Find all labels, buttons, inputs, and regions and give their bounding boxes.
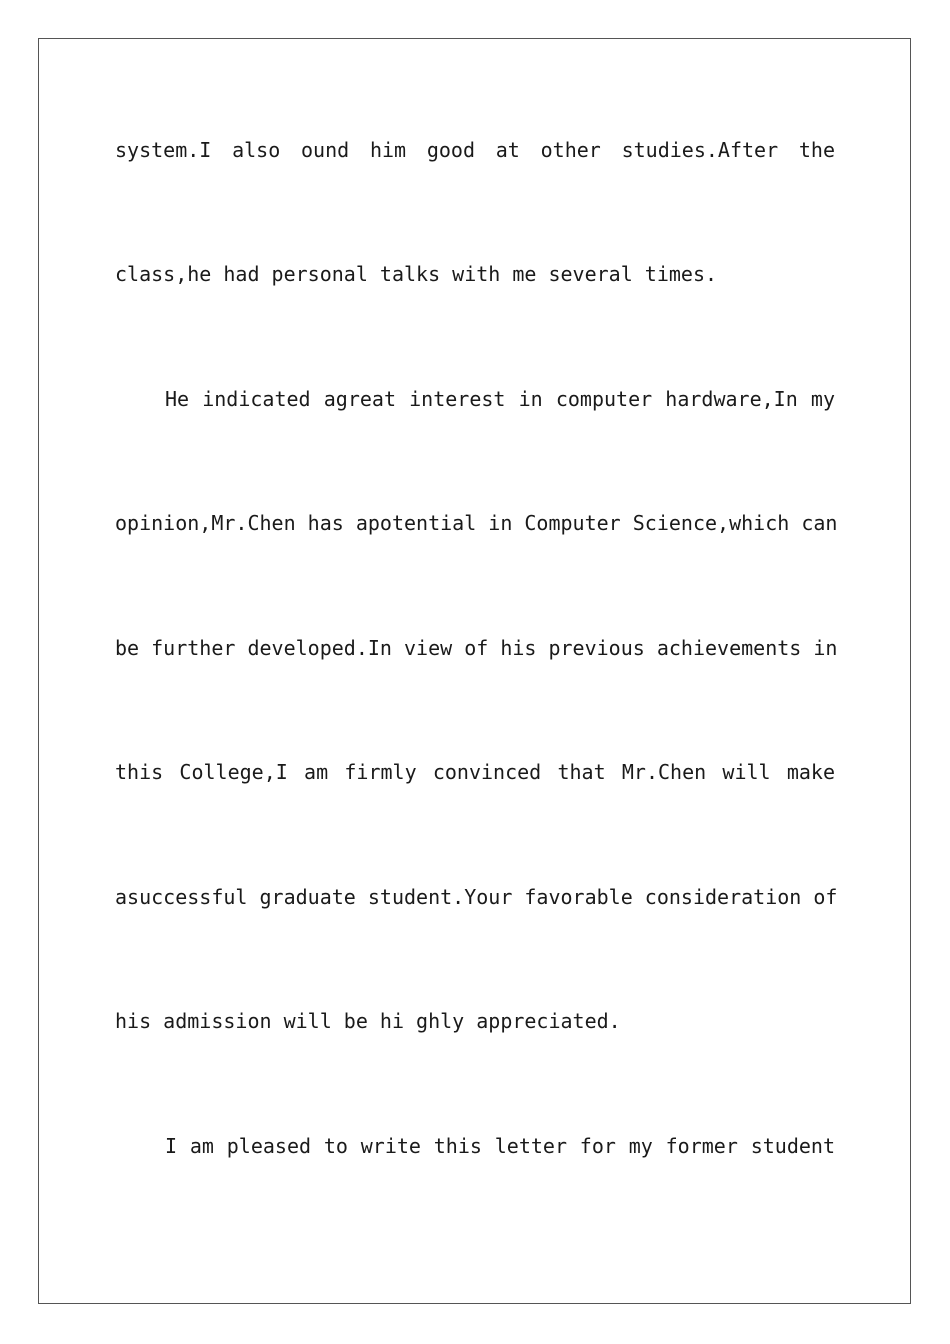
text-line: be further developed.In view of his previous achievements in bbox=[115, 636, 838, 660]
text-line: his admission will be hi ghly appreciated. bbox=[115, 1009, 621, 1033]
paragraph-first-line: He indicated agreat interest in computer hardware,In my bbox=[165, 387, 835, 411]
text-line: this College,I am firmly convinced that Mr.Chen will make bbox=[115, 760, 835, 784]
text-line: opinion,Mr.Chen has apotential in Computer Science,which can bbox=[115, 511, 838, 535]
page-border bbox=[38, 38, 911, 1304]
paragraph-first-line: I am pleased to write this letter for my former student bbox=[165, 1134, 835, 1158]
text-line: class,he had personal talks with me several times. bbox=[115, 262, 718, 286]
text-line: asuccessful graduate student.Your favorable consideration of bbox=[115, 885, 838, 909]
text-line: system.I also ound him good at other studies.After the bbox=[115, 138, 835, 162]
